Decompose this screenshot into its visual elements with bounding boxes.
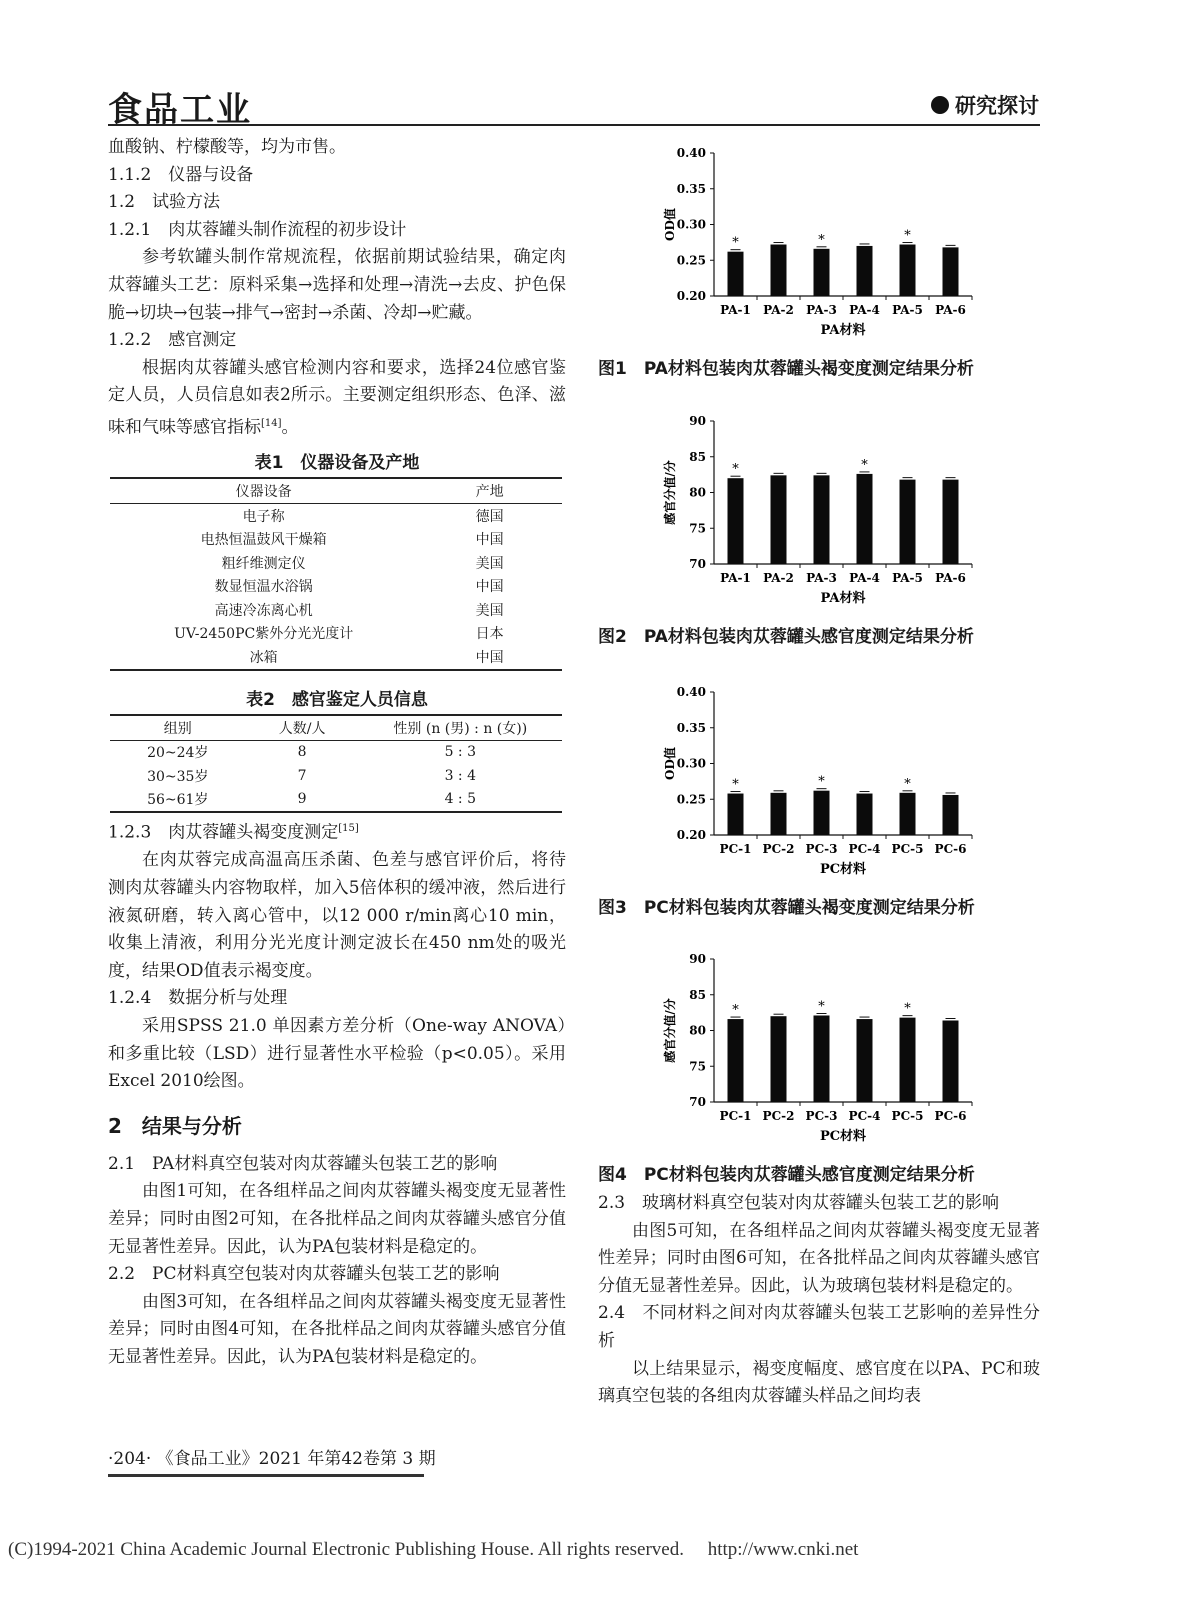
x-tick-label: PA-4 — [849, 571, 880, 585]
bar — [814, 249, 830, 296]
x-tick-label: PC-5 — [891, 842, 924, 856]
bar — [900, 793, 916, 835]
x-tick-label: PA-6 — [935, 303, 966, 317]
bar — [814, 791, 830, 835]
bar-chart-fig2 — [598, 408, 1040, 618]
table-row: 56~61岁 9 4 : 5 — [110, 788, 562, 813]
bar — [857, 1019, 873, 1102]
figure-caption: 图2 PA材料包装肉苁蓉罐头感官度测定结果分析 — [598, 627, 974, 647]
journal-issue: 《食品工业》2021 年第42卷第 3 期 — [156, 1449, 436, 1469]
table-row: 电子称 德国 — [242, 508, 504, 525]
paragraph: 参考软罐头制作常规流程，依据前期试验结果，确定肉苁蓉罐头工艺：原料采集→选择和处理→清洗→去皮、护色保脆→切块→包装→排气→密封→杀菌、冷却→贮藏。 — [108, 247, 566, 323]
figure-caption: 图3 PC材料包装肉苁蓉罐头褐变度测定结果分析 — [598, 898, 975, 918]
table-row: 高速冷冻离心机 美国 — [214, 602, 504, 619]
subsection-heading: 2.1 PA材料真空包装对肉苁蓉罐头包装工艺的影响 — [108, 1153, 498, 1174]
y-axis-label: OD值 — [663, 208, 677, 241]
subsection-heading: 1.2 试验方法 — [108, 192, 221, 213]
section-heading: 2 结果与分析 — [108, 1113, 242, 1138]
left-column — [108, 134, 566, 1372]
section-tag — [931, 90, 1039, 120]
table-row: 粗纤维测定仪 美国 — [221, 555, 504, 572]
significance-mark: * — [904, 1001, 911, 1017]
bar-chart-fig4 — [598, 946, 1040, 1156]
x-tick-label: PC-4 — [848, 1109, 881, 1123]
y-tick-label: 0.20 — [676, 289, 706, 303]
y-tick-label: 80 — [689, 1023, 706, 1038]
x-tick-label: PA-6 — [935, 571, 966, 585]
y-tick-label: 0.25 — [676, 792, 706, 807]
bar — [943, 480, 959, 564]
x-axis-label: PA材料 — [820, 323, 866, 338]
x-tick-label: PC-3 — [805, 1109, 838, 1123]
bar-chart-fig3 — [598, 679, 1040, 889]
paragraph: 以上结果显示，褐变度幅度、感官度在以PA、PC和玻璃真空包装的各组肉苁蓉罐头样品之间均表 — [598, 1358, 1040, 1407]
bar — [857, 246, 873, 296]
x-tick-label: PA-4 — [849, 303, 880, 317]
table-row: 20~24岁 8 5 : 3 — [147, 744, 477, 762]
figure-2 — [598, 408, 1040, 647]
table-header: 仪器设备 — [110, 478, 417, 504]
table-header: 组别 — [110, 715, 246, 741]
bullet-dot-icon — [931, 96, 949, 114]
y-tick-label: 75 — [689, 521, 706, 536]
y-tick-label: 70 — [689, 1095, 706, 1109]
subsection-heading: 1.1.2 仪器与设备 — [108, 164, 254, 185]
x-tick-label: PA-2 — [763, 303, 794, 317]
page-number: ·204· — [108, 1449, 152, 1469]
y-axis-label: 感官分值/分 — [663, 460, 677, 525]
footer-rule — [108, 1474, 424, 1477]
subsection-heading: 2.3 玻璃材料真空包装对肉苁蓉罐头包装工艺的影响 — [598, 1193, 1000, 1213]
x-tick-label: PC-1 — [719, 1109, 752, 1123]
y-tick-label: 0.35 — [676, 181, 706, 196]
bar — [728, 252, 744, 296]
x-tick-label: PC-5 — [891, 1109, 924, 1123]
bar — [857, 794, 873, 835]
x-tick-label: PC-3 — [805, 842, 838, 856]
table-header: 性别 (n (男) : n (女)) — [359, 715, 562, 741]
table1-title: 表1 仪器设备及产地 — [254, 453, 420, 474]
x-tick-label: PA-5 — [892, 303, 923, 317]
figure-1 — [598, 140, 1040, 379]
y-tick-label: 0.40 — [676, 685, 706, 699]
significance-mark: * — [732, 1003, 739, 1019]
page-footer — [108, 1444, 436, 1469]
bar — [943, 1020, 959, 1102]
x-axis-label: PC材料 — [819, 1129, 867, 1144]
y-axis-label: 感官分值/分 — [663, 998, 677, 1063]
bar — [943, 795, 959, 835]
subsection-heading: 1.2.3 肉苁蓉罐头褐变度测定[15] — [108, 822, 359, 843]
bar — [728, 1019, 744, 1102]
x-tick-label: PA-3 — [806, 303, 837, 317]
x-tick-label: PA-1 — [720, 571, 751, 585]
y-tick-label: 90 — [689, 414, 706, 428]
figure-caption: 图4 PC材料包装肉苁蓉罐头感官度测定结果分析 — [598, 1165, 975, 1185]
x-tick-label: PC-2 — [762, 1109, 795, 1123]
figure-3 — [598, 679, 1040, 918]
bar — [814, 1015, 830, 1102]
section-label: 研究探讨 — [955, 94, 1039, 118]
citation: [14] — [261, 417, 282, 429]
subsection-heading: 2.4 不同材料之间对肉苁蓉罐头包装工艺影响的差异性分析 — [598, 1303, 1040, 1351]
bar — [771, 793, 787, 835]
bar — [728, 478, 744, 564]
bar — [900, 480, 916, 564]
paragraph: 由图1可知，在各组样品之间肉苁蓉罐头褐变度无显著性差异；同时由图2可知，在各批样品之间肉苁蓉罐头感官分值无显著性差异。因此，认为PA包装材料是稳定的。 — [108, 1181, 566, 1257]
paragraph: 由图5可知，在各组样品之间肉苁蓉罐头褐变度无显著性差异；同时由图6可知，在各批样品之间肉苁蓉罐头感官分值无显著性差异。因此，认为玻璃包装材料是稳定的。 — [598, 1220, 1040, 1296]
figure-4 — [598, 946, 1040, 1185]
journal-logo: 食品工业 — [108, 90, 252, 130]
y-tick-label: 0.35 — [676, 720, 706, 735]
right-text-block — [598, 1190, 1040, 1411]
table-header: 人数/人 — [246, 715, 359, 741]
table2-title: 表2 感官鉴定人员信息 — [246, 689, 428, 710]
bar — [814, 475, 830, 564]
x-axis-label: PC材料 — [819, 862, 867, 877]
paragraph: 在肉苁蓉完成高温高压杀菌、色差与感官评价后，将待测肉苁蓉罐头内容物取样，加入5倍体积的缓冲液，然后进行液氮研磨，转入离心管中，以12 000 r/min离心10 min，收集上清液，利用分光光度计测定波长在450 nm处的吸光度，结果OD值表示褐变度。 — [108, 850, 566, 981]
significance-mark: * — [732, 235, 739, 251]
y-tick-label: 75 — [689, 1059, 706, 1074]
significance-mark: * — [904, 228, 911, 244]
bar — [771, 245, 787, 296]
x-tick-label: PC-6 — [934, 1109, 967, 1123]
table-row: UV-2450PC紫外分光光度计 日本 — [174, 626, 504, 643]
figure-caption: 图1 PA材料包装肉苁蓉罐头褐变度测定结果分析 — [598, 359, 974, 379]
x-tick-label: PC-2 — [762, 842, 795, 856]
y-tick-label: 80 — [689, 485, 706, 500]
y-tick-label: 70 — [689, 557, 706, 571]
table-header: 产地 — [417, 478, 562, 504]
bar — [857, 474, 873, 564]
y-tick-label: 0.25 — [676, 253, 706, 268]
header-rule — [108, 124, 1040, 126]
table1 — [110, 477, 562, 671]
subsection-heading: 1.2.4 数据分析与处理 — [108, 988, 288, 1009]
bar — [943, 247, 959, 296]
y-tick-label: 85 — [689, 449, 706, 464]
significance-mark: * — [818, 232, 825, 248]
x-tick-label: PA-1 — [720, 303, 751, 317]
bar-chart-fig1 — [598, 140, 1040, 350]
paragraph: 由图3可知，在各组样品之间肉苁蓉罐头褐变度无显著性差异；同时由图4可知，在各批样品之间肉苁蓉罐头感官分值无显著性差异。因此，认为PA包装材料是稳定的。 — [108, 1291, 566, 1367]
significance-mark: * — [861, 457, 868, 473]
y-tick-label: 90 — [689, 952, 706, 966]
significance-mark: * — [818, 999, 825, 1015]
x-tick-label: PC-1 — [719, 842, 752, 856]
bar — [771, 475, 787, 564]
y-tick-label: 0.20 — [676, 828, 706, 842]
table-row: 电热恒温鼓风干燥箱 中国 — [200, 532, 504, 549]
y-tick-label: 0.40 — [676, 146, 706, 160]
table-row: 数显恒温水浴锅 中国 — [214, 579, 504, 596]
copyright-notice: (C)1994-2021 China Academic Journal Electronic Publishing House. All rights reserved. http://www.cnki.net — [8, 1539, 859, 1560]
significance-mark: * — [732, 777, 739, 793]
significance-mark: * — [818, 774, 825, 790]
subsection-heading: 1.2.1 肉苁蓉罐头制作流程的初步设计 — [108, 219, 407, 240]
table2 — [110, 714, 562, 814]
x-tick-label: PA-2 — [763, 571, 794, 585]
x-tick-label: PA-3 — [806, 571, 837, 585]
significance-mark: * — [732, 462, 739, 478]
y-tick-label: 85 — [689, 987, 706, 1002]
paragraph: 血酸钠、柠檬酸等，均为市售。 — [108, 137, 346, 157]
bar — [728, 794, 744, 835]
bar — [771, 1016, 787, 1102]
y-axis-label: OD值 — [663, 747, 677, 780]
significance-mark: * — [904, 776, 911, 792]
x-tick-label: PC-4 — [848, 842, 881, 856]
y-tick-label: 0.30 — [676, 756, 706, 771]
table-row: 30~35岁 7 3 : 4 — [147, 767, 477, 785]
subsection-heading: 2.2 PC材料真空包装对肉苁蓉罐头包装工艺的影响 — [108, 1264, 500, 1285]
bar — [900, 1018, 916, 1102]
table-row: 冰箱 中国 — [110, 645, 562, 670]
bar — [900, 245, 916, 296]
paragraph: 采用SPSS 21.0 单因素方差分析（One-way ANOVA）和多重比较（LSD）进行显著性水平检验（p<0.05）。采用Excel 2010绘图。 — [108, 1016, 566, 1092]
x-axis-label: PA材料 — [820, 591, 866, 606]
y-tick-label: 0.30 — [676, 217, 706, 232]
x-tick-label: PA-5 — [892, 571, 923, 585]
citation: [15] — [338, 823, 359, 835]
paragraph: 根据肉苁蓉罐头感官检测内容和要求，选择24位感官鉴定人员，人员信息如表2所示。主要测定组织形态、色泽、滋味和气味等感官指标[14]。 — [108, 357, 566, 438]
x-tick-label: PC-6 — [934, 842, 967, 856]
subsection-heading: 1.2.2 感官测定 — [108, 330, 237, 351]
